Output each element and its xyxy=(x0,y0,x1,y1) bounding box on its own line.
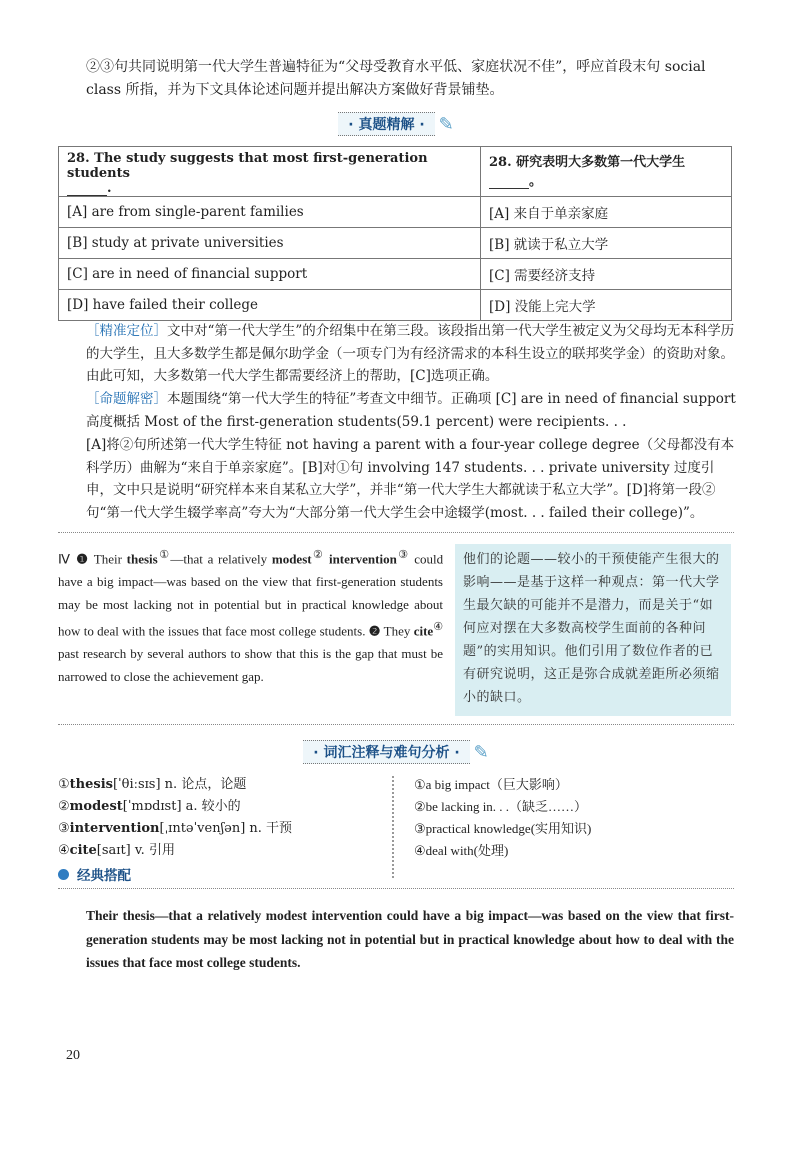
phrase-item: ①a big impact（巨大影响） xyxy=(414,777,568,792)
phrase-item: ④deal with(处理) xyxy=(414,843,509,858)
passage-paragraph: Ⅳ ❶ Their thesis①—that a relatively modest② intervention③ could have a big impact—was based on the view that first-generation students may be most lacking not in potential but in practical knowledge about how to deal with the issues that face most college students. ❷ They cite④ past research by several authors to show that this is the gap that must be narrowed to close the achievement gap. xyxy=(58,549,444,684)
analysis-tag: ［命题解密］ xyxy=(86,391,167,407)
phrase-item: ③practical knowledge(实用知识) xyxy=(414,821,592,836)
answer-blank xyxy=(67,182,107,196)
translation-box: 他们的论题——较小的干预使能产生很大的影响——是基于这样一种观点：第一代大学生最欠缺的可能并不是潜力，而是关于“如何应对摆在大多数高校学生面前的各种问题”的实用知识。他们引用了数位作者的已有研究说明，这正是弥合成就差距所必须缩小的缺口。 xyxy=(455,544,731,716)
difficult-sentence: Their thesis—that a relatively modest intervention could have a big impact—was based on the view that first-generation students may be most lacking not in potential but in practical knowledge about how to deal with the issues that face most college students. xyxy=(86,908,734,970)
section-title-vocab xyxy=(58,740,734,764)
section-title-label: · 真题精解 · xyxy=(338,112,434,136)
option-cn: [A] 来自于单亲家庭 xyxy=(481,197,732,228)
quill-icon: ✎ xyxy=(473,741,489,763)
divider xyxy=(58,724,734,725)
option-en: [A] are from single-parent families xyxy=(59,197,481,228)
question-table xyxy=(58,146,732,321)
divider xyxy=(58,888,734,889)
question-stem-en: 28. The study suggests that most first-generation students . xyxy=(59,147,481,197)
analysis-location: ［精准定位］文中对“第一代大学生”的介绍集中在第三段。该段指出第一代大学生被定义为父母均无本科学历的大学生，且大多数学生都是佩尔助学金（一项专门为有经济需求的本科生设立的联邦奖学金）的资助对象。由此可知，大多数第一代大学生都需要经济上的帮助，[C]选项正确。 xyxy=(86,323,735,384)
analysis-decode: ［命题解密］本题围绕“第一代大学生的特征”考查文中细节。正确项 [C] are in need of financial support 高度概括 Most of the first-generation students(59.1 percent) were recipients. . . xyxy=(86,391,736,430)
vocab-list xyxy=(58,774,292,862)
vocab-item: ④cite[saɪt] v. 引用 xyxy=(58,843,175,858)
option-cn: [C] 需要经济支持 xyxy=(481,259,732,290)
question-stem-row xyxy=(59,147,732,197)
page-number: 20 xyxy=(66,1048,80,1063)
vocab-item: ①thesis[ˈθiːsɪs] n. 论点，论题 xyxy=(58,777,247,792)
intro-paragraph: ②③句共同说明第一代大学生普遍特征为“父母受教育水平低、家庭状况不佳”，呼应首段末句 social class 所指，并为下文具体论述问题并提出解决方案做好背景铺垫。 xyxy=(86,59,706,98)
section-title-label: · 词汇注释与难句分析 · xyxy=(303,740,469,764)
option-row xyxy=(59,228,732,259)
option-cn: [B] 就读于私立大学 xyxy=(481,228,732,259)
phrase-item: ②be lacking in. . .（缺乏……） xyxy=(414,799,588,814)
analysis-distractors: [A]将②句所述第一代大学生特征 not having a parent with a four-year college degree（父母都没有本科学历）曲解为“来自于单亲家庭”。[B]对①句 involving 147 students. . . private university 过度引申，文中只是说明“研究样本来自某私立大学”，并非“第一代大学生大都就读于私立大学”。[D]将第一段②句“第一代大学生辍学率高”夸大为“大部分第一代大学生会中途辍学(most. . . failed their college)”。 xyxy=(86,437,735,521)
quill-icon: ✎ xyxy=(438,113,454,135)
phrase-list xyxy=(414,774,591,862)
answer-blank xyxy=(489,175,529,189)
option-row xyxy=(59,259,732,290)
question-stem-cn: 28. 研究表明大多数第一代大学生 。 xyxy=(481,147,732,197)
divider xyxy=(58,532,734,533)
paragraph-numeral: Ⅳ xyxy=(58,551,72,567)
option-en: [C] are in need of financial support xyxy=(59,259,481,290)
collocation-heading: 经典搭配 xyxy=(58,864,131,884)
column-divider xyxy=(392,776,400,878)
option-row xyxy=(59,290,732,321)
option-en: [B] study at private universities xyxy=(59,228,481,259)
sentence-marker: ❶ xyxy=(76,551,90,567)
sentence-marker: ❷ xyxy=(368,623,381,639)
option-row xyxy=(59,197,732,228)
vocab-item: ②modest[ˈmɒdɪst] a. 较小的 xyxy=(58,799,241,814)
option-cn: [D] 没能上完大学 xyxy=(481,290,732,321)
option-en: [D] have failed their college xyxy=(59,290,481,321)
bullet-icon xyxy=(58,869,69,880)
vocab-item: ③intervention[ˌɪntəˈvenʃən] n. 干预 xyxy=(58,821,293,836)
analysis-tag: ［精准定位］ xyxy=(86,323,167,339)
section-title-answer xyxy=(58,112,734,136)
